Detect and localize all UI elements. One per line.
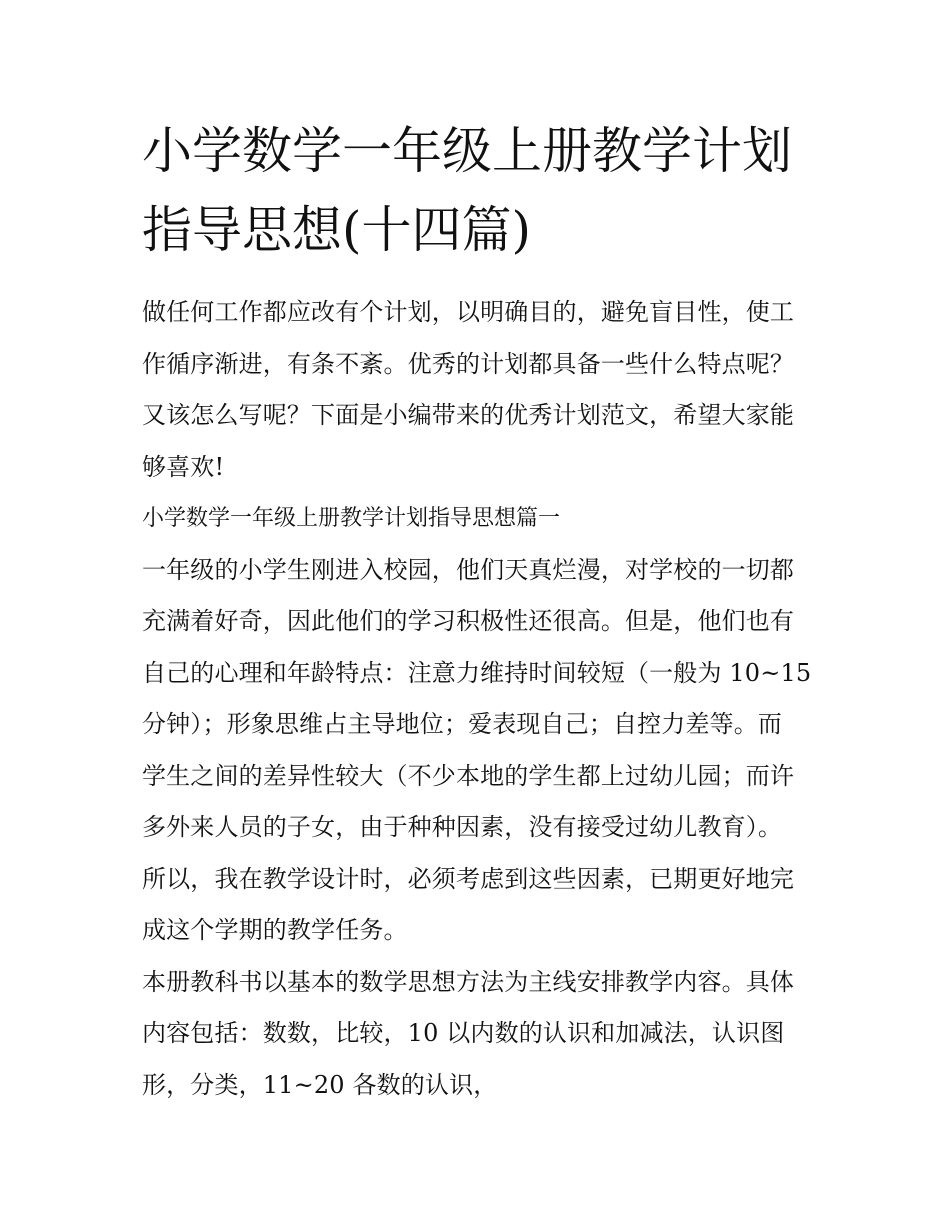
document-content [142,112,812,1111]
section-line-7: 所以，我在教学设计时，必须考虑到这些因素，已期更好地完 [142,864,795,893]
document-body [142,287,812,1111]
title-line-2: 指导思想(十四篇) [142,201,532,259]
section-heading: 小学数学一年级上册教学计划指导思想篇一 [142,506,561,531]
section-line-8: 成这个学期的教学任务。 [142,916,408,944]
intro-line-1: 做任何工作都应改有个计划，以明确目的，避免盲目性，使工 [142,298,795,326]
section-line-3: 自己的心理和年龄特点：注意力维持时间较短（一般为 10~15 [142,658,812,687]
document-title [142,112,812,270]
intro-line-2: 作循序渐进，有条不紊。优秀的计划都具备一些什么特点呢？ [142,349,795,378]
section-line-5: 学生之间的差异性较大（不少本地的学生都上过幼儿园；而许 [142,761,795,790]
section-line-4: 分钟）；形象思维占主导地位；爱表现自己；自控力差等。而 [142,710,783,738]
intro-line-4: 够喜欢! [142,452,225,481]
section-line-10: 内容包括：数数，比较，10 以内数的认识和加减法，认识图 [142,1019,785,1047]
section-line-1: 一年级的小学生刚进入校园，他们天真烂漫，对学校的一切都 [142,555,795,584]
section-line-6: 多外来人员的子女，由于种种因素，没有接受过幼儿教育）。 [142,813,783,841]
section-line-11: 形，分类，11~20 各数的认识， [142,1070,498,1099]
intro-line-3: 又该怎么写呢？下面是小编带来的优秀计划范文，希望大家能 [142,401,795,429]
section-line-2: 充满着好奇，因此他们的学习积极性还很高。但是，他们也有 [142,607,795,635]
title-line-1: 小学数学一年级上册教学计划 [142,122,792,180]
section-line-9: 本册教科书以基本的数学思想方法为主线安排教学内容。具体 [142,967,795,996]
